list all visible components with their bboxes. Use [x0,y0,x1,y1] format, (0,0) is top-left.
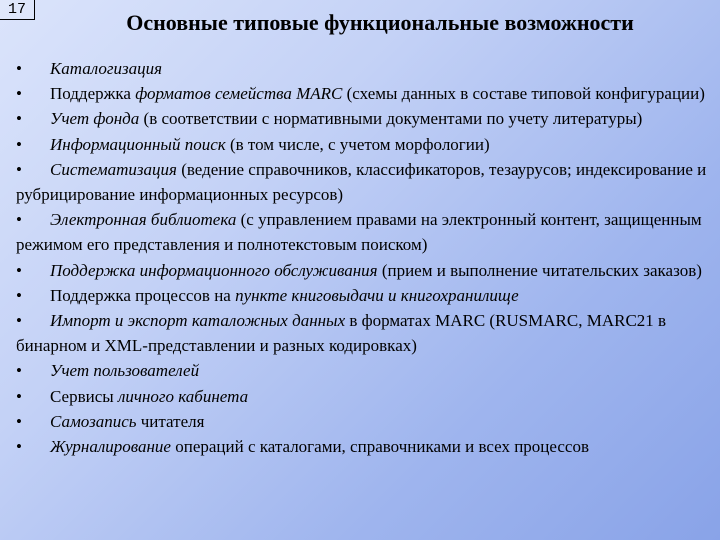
bullet-icon: • [16,386,22,406]
slide-number: 17 [0,0,35,20]
list-item [16,106,712,131]
list-item [16,409,712,434]
list-item-emphasis: Каталогизация [50,59,163,78]
bullet-icon: • [16,311,22,331]
list-item [16,157,712,207]
bullet-icon: • [16,437,22,457]
list-item-text: в форматах MARC (RUSMARC, MARC21 в бинарном и XML-представлении и разных кодировках) [16,311,667,356]
list-item-emphasis: Электронная библиотека [50,210,237,230]
bullet-icon: • [16,361,22,381]
list-item-emphasis: Импорт и экспорт каталожных данных [50,311,346,331]
list-item-text: Поддержка [50,84,136,104]
list-item [16,207,712,257]
list-item-text: Поддержка процессов на [50,285,236,305]
list-item-emphasis: Учет фонда [50,109,140,129]
bullet-icon: • [16,109,22,129]
list-item-text: (с управлением правами на электронный контент, защищенным режимом его представления и полнотекстовым поиском) [16,210,702,255]
list-item-emphasis: Журналирование [50,437,171,457]
list-item [16,258,712,283]
list-item-text: (прием и выполнение читательских заказов) [377,260,702,280]
list-item-emphasis: Систематизация [50,159,177,179]
list-item [16,384,712,409]
list-item-emphasis: пункте книговыдачи и книгохранилище [235,285,519,305]
list-item-text: (схемы данных в составе типовой конфигурации) [342,84,705,104]
list-item-emphasis: форматов семейства MARC [135,84,343,104]
list-item [16,132,712,157]
bullet-icon: • [16,59,22,78]
list-item-emphasis: Самозапись [50,411,137,431]
list-item-text: операций с каталогами, справочниками и всех процессов [170,437,589,457]
list-item-text: читателя [136,411,205,431]
list-item [16,283,712,308]
list-item [16,81,712,106]
bullet-icon: • [16,159,22,179]
list-item-text: (в соответствии с нормативными документами по учету литературы) [139,109,643,129]
list-item-text: Сервисы [50,386,118,406]
list-item-text: (ведение справочников, классификаторов, тезаурусов; индексирование и рубрицирование информационных ресурсов) [16,159,707,205]
list-item-emphasis: Учет пользователей [50,361,200,381]
bullet-icon: • [16,210,22,230]
bullet-icon: • [16,134,22,154]
page-title: Основные типовые функциональные возможности [126,10,634,35]
bullet-icon: • [16,84,22,104]
list-item [16,56,712,81]
list-item [16,308,712,358]
bullet-icon: • [16,411,22,431]
list-item-emphasis: личного кабинета [117,386,249,406]
list-item-emphasis: Поддержка информационного обслуживания [50,260,378,280]
list-item-emphasis: Информационный поиск [50,134,226,154]
feature-list [16,56,712,459]
list-item-text: (в том числе, с учетом морфологии) [225,134,490,154]
list-item [16,358,712,383]
bullet-icon: • [16,260,22,280]
list-item [16,434,712,459]
bullet-icon: • [16,285,22,305]
